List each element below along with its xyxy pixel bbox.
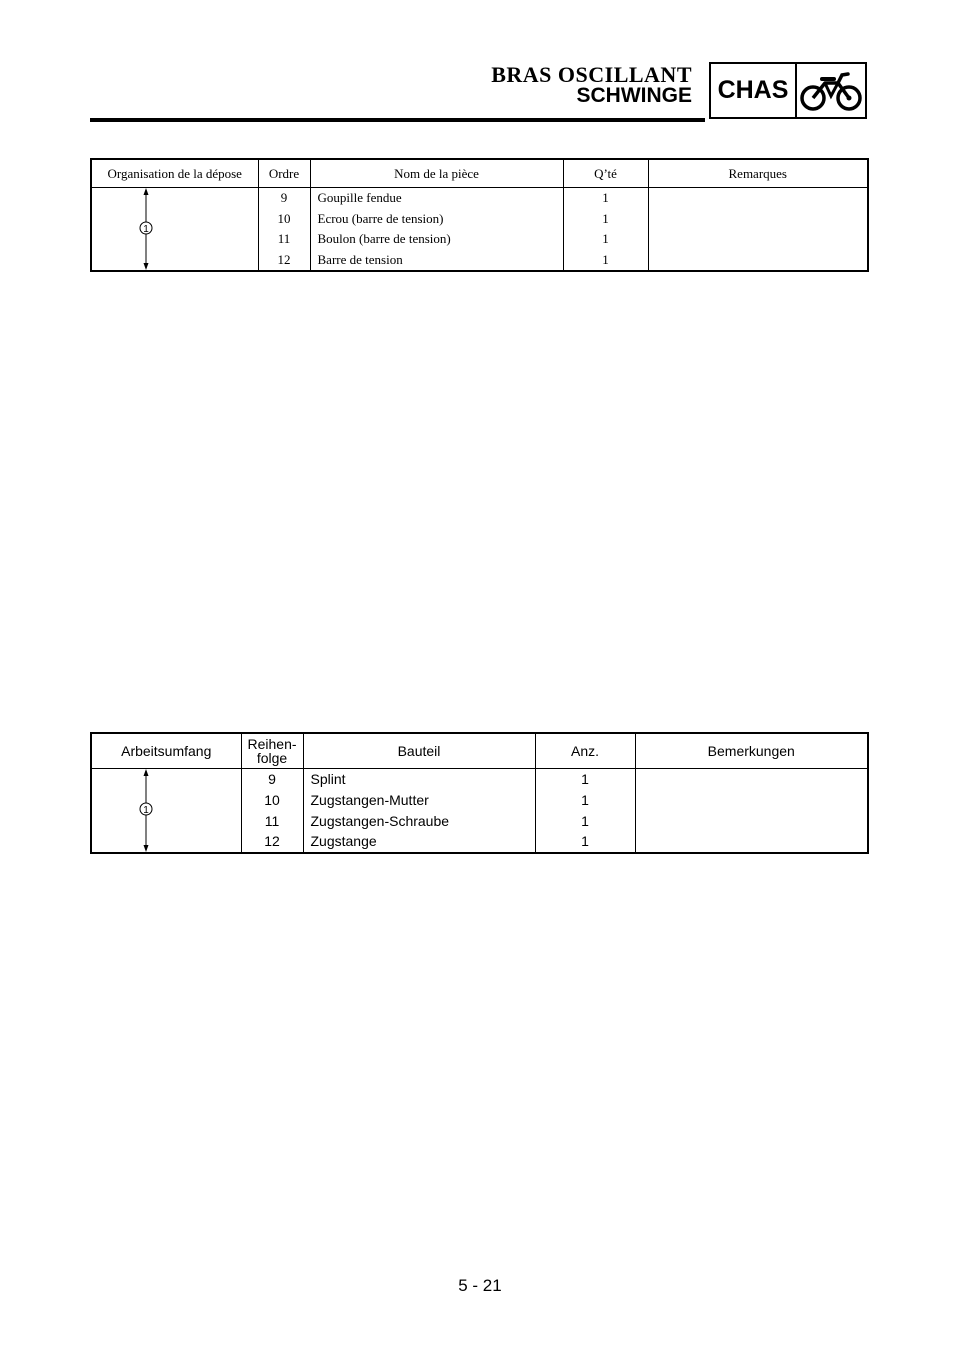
column-header-order-line1: Reihen- <box>247 736 297 752</box>
part-name: Zugstangen-Mutter <box>310 791 429 808</box>
scope-marker: 1 <box>143 805 149 816</box>
chapter-badge <box>709 62 867 119</box>
motorcycle-icon <box>797 64 865 117</box>
order-column <box>258 188 310 272</box>
quantity-value: 1 <box>602 251 609 267</box>
order-value: 11 <box>264 812 280 829</box>
table-body-row <box>91 769 868 854</box>
column-header-remarks: Remarques <box>648 159 868 188</box>
table-body-row <box>91 188 868 272</box>
quantity-value: 1 <box>581 791 589 808</box>
part-name: Ecrou (barre de tension) <box>317 210 444 226</box>
quantity-value: 1 <box>602 210 609 226</box>
quantity-value: 1 <box>602 231 609 246</box>
order-value: 11 <box>277 231 291 246</box>
scope-cell <box>91 188 258 272</box>
column-header-scope: Organisation de la dépose <box>91 159 258 188</box>
quantity-value: 1 <box>581 812 589 829</box>
section-title-german: SCHWINGE <box>576 84 692 107</box>
quantity-column <box>535 769 635 854</box>
order-value: 9 <box>280 190 288 205</box>
part-name: Boulon (barre de tension) <box>317 231 451 246</box>
remarks-column <box>635 769 868 854</box>
removal-table-german <box>90 732 869 854</box>
scope-range-arrow <box>92 188 259 270</box>
scope-range-arrow <box>92 769 242 852</box>
quantity-value: 1 <box>581 771 589 787</box>
part-name: Goupille fendue <box>317 190 402 205</box>
column-header-quantity: Q’té <box>563 159 648 188</box>
part-name: Splint <box>310 771 346 787</box>
column-header-quantity: Anz. <box>535 733 635 769</box>
header-rule <box>90 118 705 122</box>
part-name: Zugstangen-Schraube <box>310 812 450 829</box>
column-header-order <box>241 733 303 769</box>
part-name-column <box>303 769 535 854</box>
column-header-order-line2: folge <box>256 750 288 766</box>
table-header-row <box>91 159 868 188</box>
scope-cell <box>91 769 241 854</box>
chapter-label: CHAS <box>711 64 797 117</box>
column-header-scope: Arbeitsumfang <box>91 733 241 769</box>
part-name: Zugstange <box>310 833 377 850</box>
scope-marker: 1 <box>143 224 149 235</box>
remarks-column <box>648 188 868 272</box>
quantity-value: 1 <box>581 833 589 850</box>
column-header-order: Ordre <box>258 159 310 188</box>
part-name: Barre de tension <box>317 251 403 267</box>
order-value: 10 <box>277 210 291 226</box>
table-header-row <box>91 733 868 769</box>
order-value: 12 <box>264 833 280 850</box>
quantity-column <box>563 188 648 272</box>
column-header-remarks: Bemerkungen <box>635 733 868 769</box>
section-title-french: BRAS OSCILLANT <box>491 62 692 87</box>
order-column <box>241 769 303 854</box>
column-header-part-name: Nom de la pièce <box>310 159 563 188</box>
order-value: 12 <box>277 251 291 267</box>
column-header-part-name: Bauteil <box>303 733 535 769</box>
quantity-value: 1 <box>602 190 609 205</box>
order-value: 9 <box>268 771 276 787</box>
part-name-column <box>310 188 563 272</box>
removal-table-french <box>90 158 869 272</box>
order-value: 10 <box>264 791 280 808</box>
page-number: 5 - 21 <box>458 1276 502 1295</box>
